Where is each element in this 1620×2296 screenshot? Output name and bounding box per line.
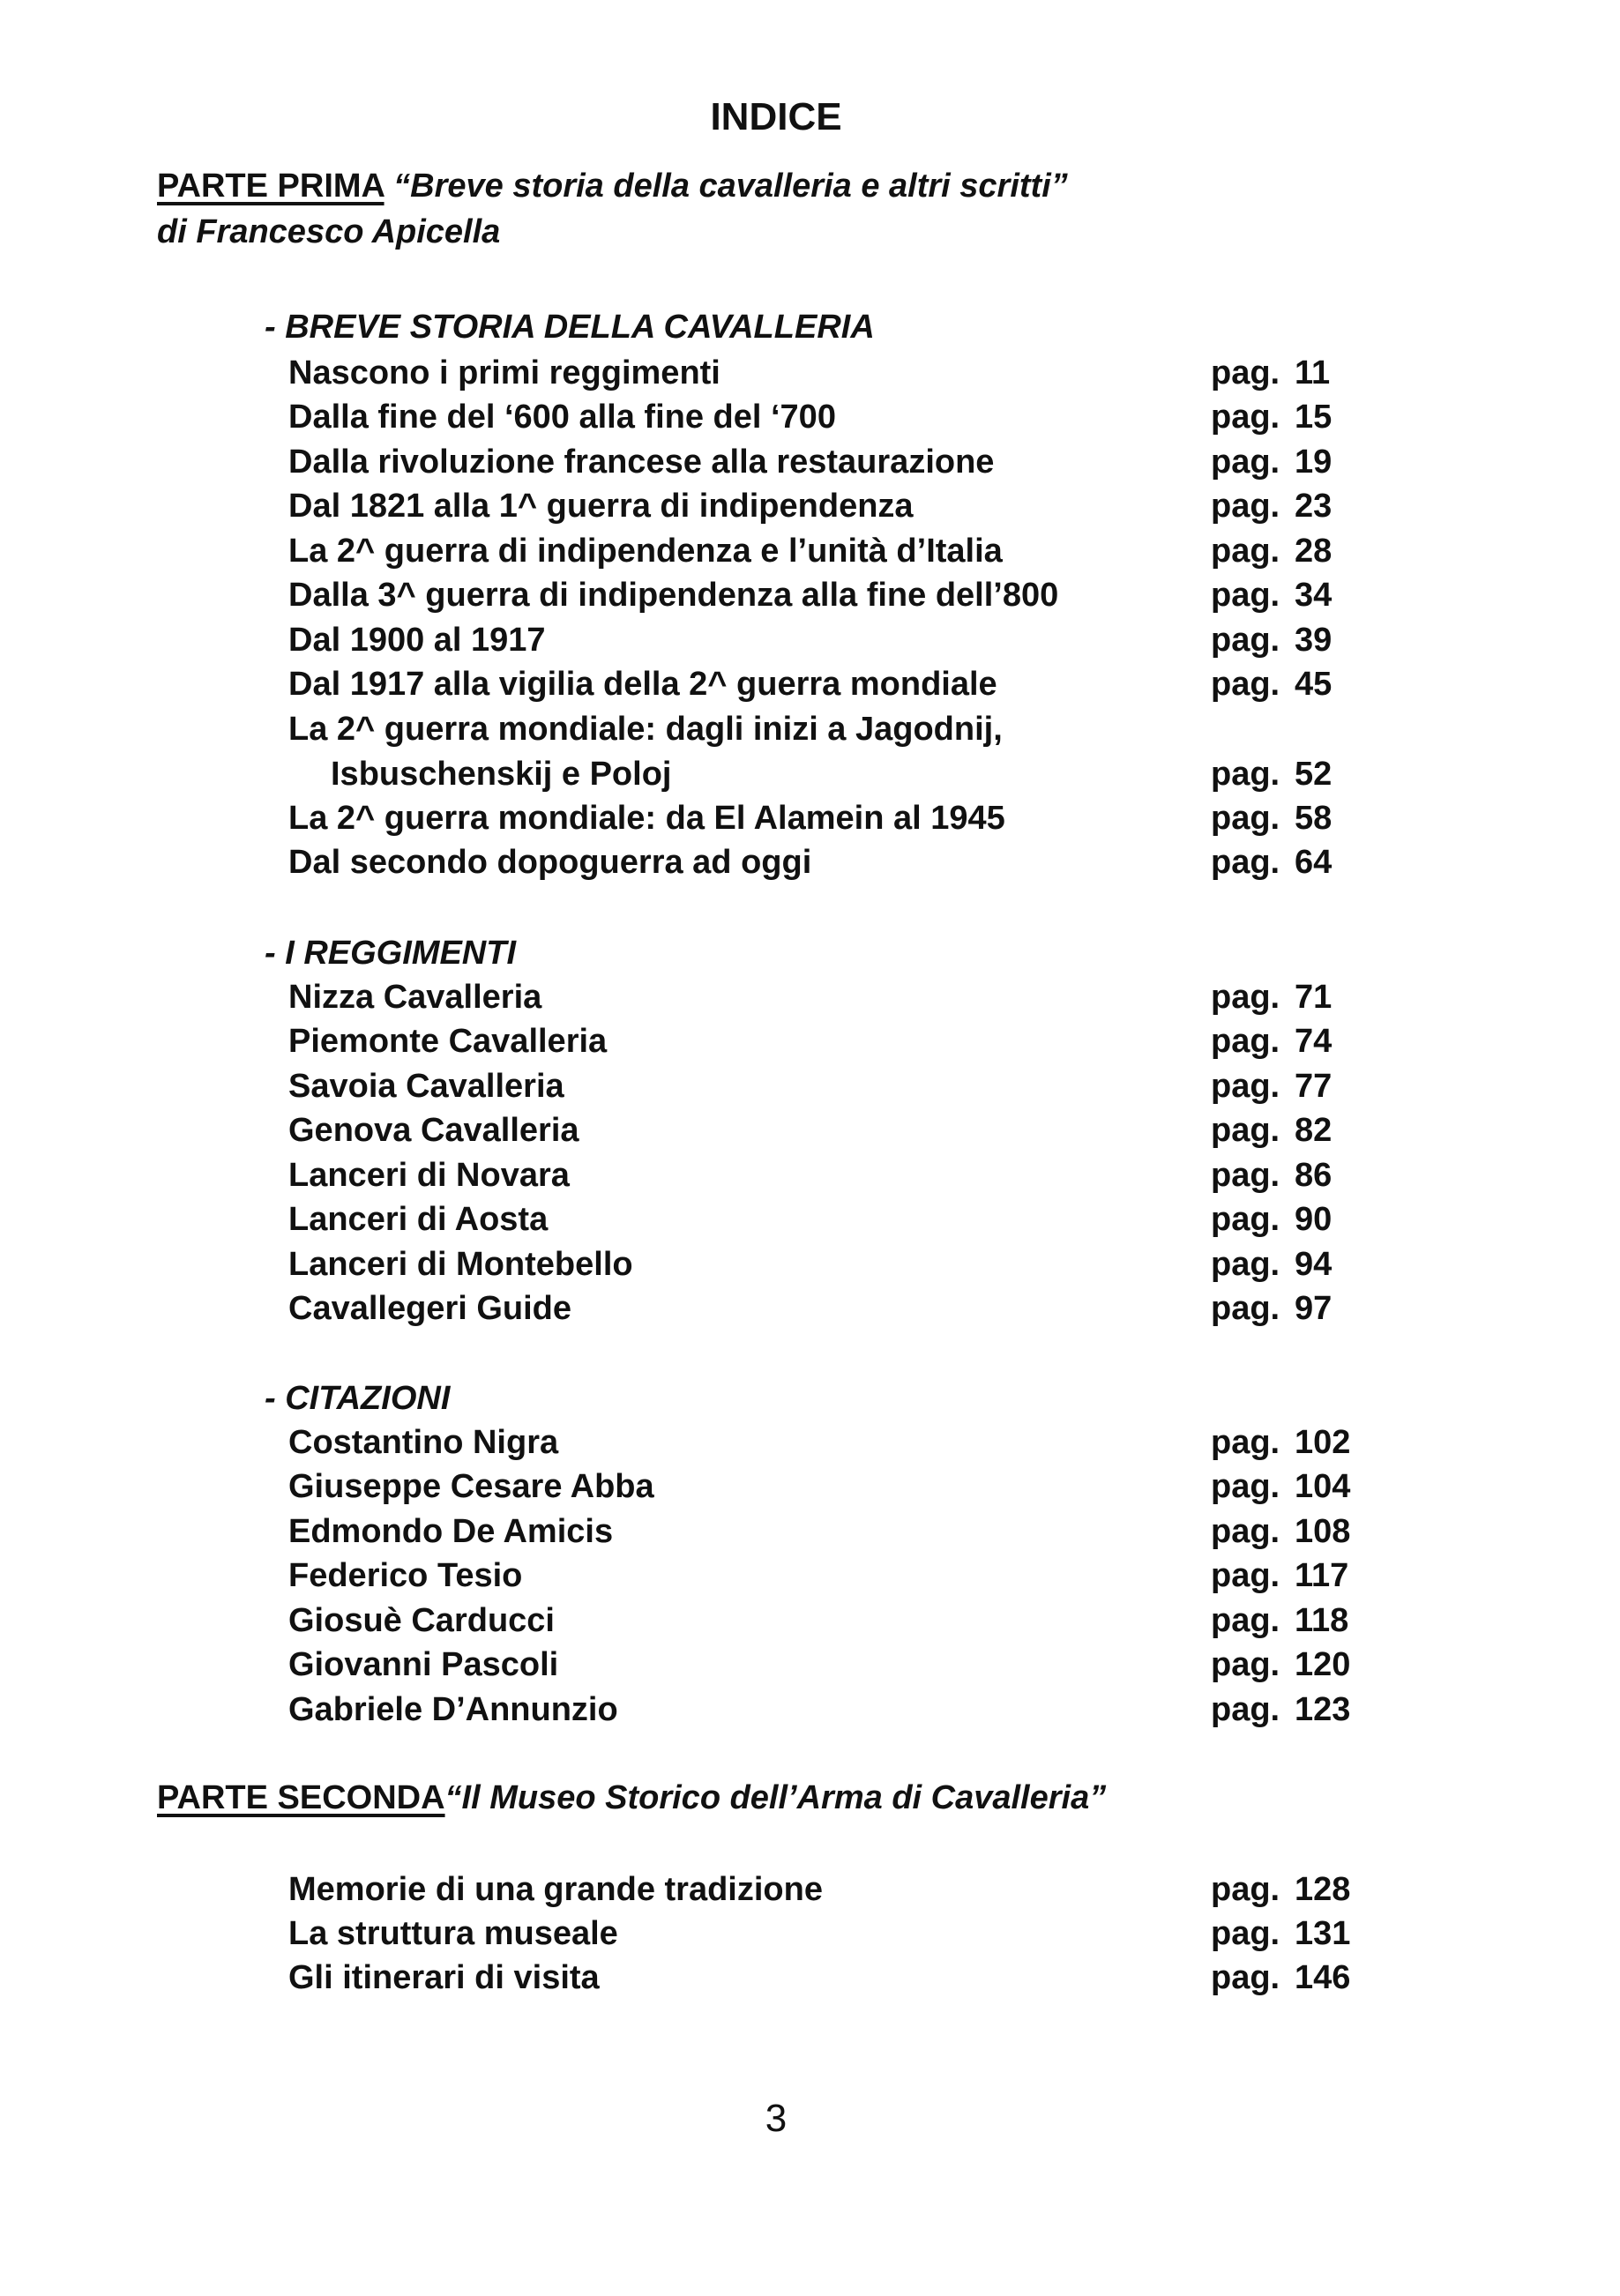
part-two-label: PARTE SECONDA	[157, 1779, 445, 1816]
toc-entry-pag: pag.	[1211, 1112, 1280, 1149]
part-two-subtitle: “Il Museo Storico dell’Arma di Cavalleria”	[444, 1779, 1107, 1816]
toc-entry-title[interactable]: Costantino Nigra	[288, 1424, 559, 1461]
toc-entry-title[interactable]: Federico Tesio	[288, 1557, 523, 1594]
toc-entry-title[interactable]: Savoia Cavalleria	[288, 1068, 564, 1105]
page-number: 3	[765, 2097, 788, 2140]
toc-entry-page[interactable]: 118	[1295, 1602, 1349, 1639]
toc-entry-title[interactable]: La 2^ guerra di indipendenza e l’unità d’Italia	[288, 533, 1003, 570]
toc-entry-pag: pag.	[1211, 488, 1280, 525]
toc-entry-title[interactable]: Dal secondo dopoguerra ad oggi	[288, 844, 812, 881]
toc-entry-title[interactable]: Dal 1821 alla 1^ guerra di indipendenza	[288, 488, 914, 525]
toc-entry-title[interactable]: Dalla fine del ‘600 alla fine del ‘700	[288, 399, 836, 436]
toc-entry-pag: pag.	[1211, 1602, 1280, 1639]
toc-entry-pag: pag.	[1211, 1646, 1280, 1683]
toc-entry-pag: pag.	[1211, 1915, 1280, 1952]
toc-entry-title[interactable]: Gabriele D’Annunzio	[288, 1691, 618, 1728]
toc-entry-title[interactable]: Dalla 3^ guerra di indipendenza alla fine dell’800	[288, 577, 1059, 614]
toc-entry-page[interactable]: 64	[1295, 844, 1333, 881]
toc-entry-title[interactable]: Nizza Cavalleria	[288, 979, 542, 1016]
toc-entry-page[interactable]: 94	[1295, 1246, 1333, 1283]
toc-entry-page[interactable]: 146	[1295, 1959, 1351, 1996]
toc-entry-page[interactable]: 102	[1295, 1424, 1351, 1461]
toc-entry-page[interactable]: 131	[1295, 1915, 1351, 1952]
toc-entry-pag: pag.	[1211, 1557, 1280, 1594]
section-heading: - CITAZIONI	[265, 1380, 451, 1417]
part-one-label: PARTE PRIMA	[157, 168, 384, 205]
toc-entry-page[interactable]: 77	[1295, 1068, 1333, 1105]
toc-entry-pag: pag.	[1211, 1513, 1280, 1550]
toc-entry-page[interactable]: 97	[1295, 1290, 1333, 1327]
toc-entry-pag: pag.	[1211, 1959, 1280, 1996]
toc-entry-title[interactable]: Dal 1917 alla vigilia della 2^ guerra mondiale	[288, 666, 997, 703]
part-one-author: di Francesco Apicella	[157, 213, 501, 250]
toc-entry-title[interactable]: Lanceri di Novara	[288, 1157, 570, 1194]
toc-entry-pag: pag.	[1211, 800, 1280, 837]
toc-entry-title[interactable]: Dal 1900 al 1917	[288, 622, 546, 659]
toc-entry-page[interactable]: 117	[1295, 1557, 1349, 1594]
toc-entry-page[interactable]: 120	[1295, 1646, 1351, 1683]
toc-entry-page[interactable]: 11	[1295, 354, 1331, 391]
toc-entry-pag: pag.	[1211, 354, 1280, 391]
toc-entry-title[interactable]: La 2^ guerra mondiale: da El Alamein al 1945	[288, 800, 1005, 837]
toc-entry-pag: pag.	[1211, 979, 1280, 1016]
toc-entry-pag: pag.	[1211, 577, 1280, 614]
toc-entry-page[interactable]: 74	[1295, 1023, 1333, 1060]
toc-entry-title[interactable]: Memorie di una grande tradizione	[288, 1871, 823, 1908]
toc-entry-page[interactable]: 34	[1295, 577, 1333, 614]
toc-entry-title[interactable]: Cavallegeri Guide	[288, 1290, 572, 1327]
toc-entry-pag: pag.	[1211, 1691, 1280, 1728]
section-heading: - I REGGIMENTI	[265, 935, 516, 972]
toc-entry-title[interactable]: Lanceri di Montebello	[288, 1246, 633, 1283]
toc-entry-title[interactable]: Giuseppe Cesare Abba	[288, 1468, 654, 1505]
toc-entry-pag: pag.	[1211, 622, 1280, 659]
toc-entry-title[interactable]: Giovanni Pascoli	[288, 1646, 559, 1683]
page-title: INDICE	[710, 95, 842, 138]
toc-entry-pag: pag.	[1211, 1468, 1280, 1505]
toc-entry-title[interactable]: Edmondo De Amicis	[288, 1513, 614, 1550]
toc-entry-title[interactable]: Gli itinerari di visita	[288, 1959, 600, 1996]
toc-entry-page[interactable]: 39	[1295, 622, 1333, 659]
toc-entry-title[interactable]: Nascono i primi reggimenti	[288, 354, 720, 391]
toc-entry-page[interactable]: 123	[1295, 1691, 1351, 1728]
toc-entry-pag: pag.	[1211, 1023, 1280, 1060]
part-two-heading	[157, 1779, 1106, 1817]
toc-entry-pag: pag.	[1211, 533, 1280, 570]
toc-entry-title[interactable]: Dalla rivoluzione francese alla restaurazione	[288, 444, 995, 481]
toc-entry-page[interactable]: 86	[1295, 1157, 1333, 1194]
toc-entry-pag: pag.	[1211, 844, 1280, 881]
toc-entry-title[interactable]: Lanceri di Aosta	[288, 1201, 549, 1238]
toc-entry-page[interactable]: 71	[1295, 979, 1333, 1016]
toc-entry-title[interactable]: La struttura museale	[288, 1915, 618, 1952]
toc-entry-title-continuation[interactable]: Isbuschenskij e Poloj	[331, 756, 672, 793]
section-heading: - BREVE STORIA DELLA CAVALLERIA	[265, 309, 875, 346]
toc-entry-page[interactable]: 104	[1295, 1468, 1351, 1505]
toc-entry-page[interactable]: 15	[1295, 399, 1333, 436]
part-one-heading	[157, 168, 1068, 205]
toc-entry-page[interactable]: 82	[1295, 1112, 1333, 1149]
toc-entry-pag: pag.	[1211, 1871, 1280, 1908]
toc-entry-pag: pag.	[1211, 1068, 1280, 1105]
toc-entry-pag: pag.	[1211, 666, 1280, 703]
toc-entry-pag: pag.	[1211, 444, 1280, 481]
toc-entry-pag: pag.	[1211, 756, 1280, 793]
toc-entry-page[interactable]: 45	[1295, 666, 1333, 703]
toc-entry-page[interactable]: 108	[1295, 1513, 1351, 1550]
toc-entry-page[interactable]: 52	[1295, 756, 1333, 793]
toc-entry-page[interactable]: 19	[1295, 444, 1333, 481]
toc-entry-pag: pag.	[1211, 1424, 1280, 1461]
toc-entry-pag: pag.	[1211, 1157, 1280, 1194]
toc-entry-pag: pag.	[1211, 1246, 1280, 1283]
toc-entry-title[interactable]: Genova Cavalleria	[288, 1112, 579, 1149]
toc-entry-page[interactable]: 128	[1295, 1871, 1351, 1908]
toc-entry-title[interactable]: La 2^ guerra mondiale: dagli inizi a Jagodnij,	[288, 711, 1003, 748]
toc-entry-page[interactable]: 90	[1295, 1201, 1333, 1238]
part-one-subtitle: “Breve storia della cavalleria e altri scritti”	[393, 168, 1068, 205]
toc-entry-title[interactable]: Giosuè Carducci	[288, 1602, 555, 1639]
toc-entry-page[interactable]: 28	[1295, 533, 1333, 570]
toc-entry-page[interactable]: 58	[1295, 800, 1333, 837]
toc-entry-pag: pag.	[1211, 399, 1280, 436]
toc-entry-title[interactable]: Piemonte Cavalleria	[288, 1023, 608, 1060]
toc-entry-pag: pag.	[1211, 1290, 1280, 1327]
toc-entry-page[interactable]: 23	[1295, 488, 1333, 525]
toc-entry-pag: pag.	[1211, 1201, 1280, 1238]
